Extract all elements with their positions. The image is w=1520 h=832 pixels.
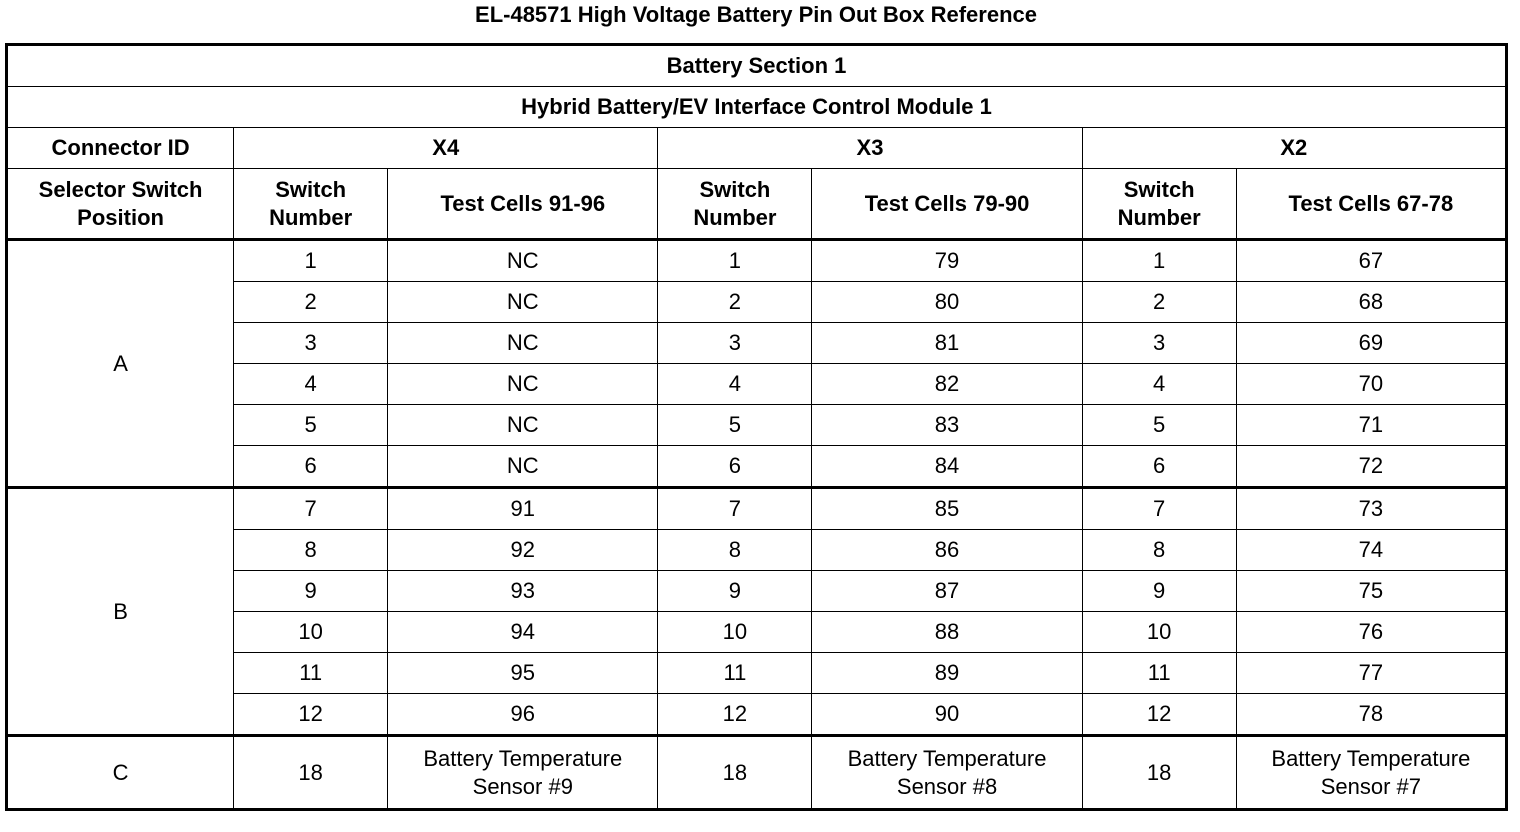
x4-test-cell: NC <box>388 323 658 364</box>
x4-test-cell: NC <box>388 282 658 323</box>
pinout-table <box>5 43 1508 811</box>
x3-switch-number: 2 <box>658 282 812 323</box>
x4-test-cell: 91 <box>388 488 658 530</box>
x4-switch-number: 3 <box>234 323 388 364</box>
x3-test-cell: Battery Temperature Sensor #8 <box>812 736 1082 810</box>
x4-test-cell: Battery Temperature Sensor #9 <box>388 736 658 810</box>
x2-switch-number: 8 <box>1082 530 1236 571</box>
x4-switch-number-header: Switch Number <box>234 169 388 240</box>
x3-switch-number: 9 <box>658 571 812 612</box>
x4-switch-number: 4 <box>234 364 388 405</box>
x2-test-cell: 77 <box>1236 653 1506 694</box>
x2-test-cell: 70 <box>1236 364 1506 405</box>
x4-switch-number: 11 <box>234 653 388 694</box>
x3-switch-number: 12 <box>658 694 812 736</box>
x4-switch-number: 6 <box>234 446 388 488</box>
x4-test-cell: 95 <box>388 653 658 694</box>
x3-test-cell: 88 <box>812 612 1082 653</box>
battery-section-header: Battery Section 1 <box>7 45 1507 87</box>
table-row <box>7 736 1507 810</box>
x3-test-cell: 86 <box>812 530 1082 571</box>
x2-test-cell: 72 <box>1236 446 1506 488</box>
x3-test-cell: 79 <box>812 240 1082 282</box>
x3-test-cell: 85 <box>812 488 1082 530</box>
table-row <box>7 488 1507 530</box>
x2-test-cells-header: Test Cells 67-78 <box>1236 169 1506 240</box>
x2-switch-number: 9 <box>1082 571 1236 612</box>
x2-test-cell: 71 <box>1236 405 1506 446</box>
x4-switch-number: 12 <box>234 694 388 736</box>
x3-switch-number: 11 <box>658 653 812 694</box>
x4-test-cell: NC <box>388 240 658 282</box>
selector-position-a: A <box>7 240 234 488</box>
table-row <box>7 240 1507 282</box>
x3-test-cell: 80 <box>812 282 1082 323</box>
x2-switch-number: 2 <box>1082 282 1236 323</box>
x3-switch-number-header: Switch Number <box>658 169 812 240</box>
x3-switch-number: 3 <box>658 323 812 364</box>
x4-test-cells-header: Test Cells 91-96 <box>388 169 658 240</box>
x4-switch-number: 18 <box>234 736 388 810</box>
x2-switch-number: 3 <box>1082 323 1236 364</box>
selector-position-c: C <box>7 736 234 810</box>
x3-test-cell: 82 <box>812 364 1082 405</box>
x3-switch-number: 1 <box>658 240 812 282</box>
selector-switch-position-header: Selector Switch Position <box>7 169 234 240</box>
x2-switch-number: 5 <box>1082 405 1236 446</box>
x4-switch-number: 2 <box>234 282 388 323</box>
x4-switch-number: 10 <box>234 612 388 653</box>
x2-switch-number: 18 <box>1082 736 1236 810</box>
x4-switch-number: 1 <box>234 240 388 282</box>
x2-switch-number: 10 <box>1082 612 1236 653</box>
x4-switch-number: 9 <box>234 571 388 612</box>
x3-test-cell: 81 <box>812 323 1082 364</box>
x2-test-cell: 76 <box>1236 612 1506 653</box>
x2-test-cell: 67 <box>1236 240 1506 282</box>
x4-test-cell: NC <box>388 405 658 446</box>
x4-switch-number: 5 <box>234 405 388 446</box>
x4-test-cell: NC <box>388 446 658 488</box>
x4-test-cell: 92 <box>388 530 658 571</box>
x2-test-cell: 75 <box>1236 571 1506 612</box>
x3-switch-number: 4 <box>658 364 812 405</box>
x4-test-cell: 96 <box>388 694 658 736</box>
x3-test-cell: 83 <box>812 405 1082 446</box>
x2-switch-number: 4 <box>1082 364 1236 405</box>
x3-switch-number: 8 <box>658 530 812 571</box>
x3-test-cell: 89 <box>812 653 1082 694</box>
connector-x2-header: X2 <box>1082 128 1506 169</box>
x3-switch-number: 5 <box>658 405 812 446</box>
x3-switch-number: 6 <box>658 446 812 488</box>
x2-switch-number: 11 <box>1082 653 1236 694</box>
x4-switch-number: 8 <box>234 530 388 571</box>
x2-test-cell: 69 <box>1236 323 1506 364</box>
x4-test-cell: NC <box>388 364 658 405</box>
connector-x3-header: X3 <box>658 128 1082 169</box>
connector-id-header: Connector ID <box>7 128 234 169</box>
module-header: Hybrid Battery/EV Interface Control Module 1 <box>7 87 1507 128</box>
x4-switch-number: 7 <box>234 488 388 530</box>
x2-switch-number: 1 <box>1082 240 1236 282</box>
x4-test-cell: 94 <box>388 612 658 653</box>
x3-test-cell: 87 <box>812 571 1082 612</box>
selector-position-b: B <box>7 488 234 736</box>
x2-test-cell: 68 <box>1236 282 1506 323</box>
x2-test-cell: 74 <box>1236 530 1506 571</box>
x2-switch-number-header: Switch Number <box>1082 169 1236 240</box>
x3-test-cells-header: Test Cells 79-90 <box>812 169 1082 240</box>
x2-switch-number: 7 <box>1082 488 1236 530</box>
x3-switch-number: 18 <box>658 736 812 810</box>
x3-test-cell: 84 <box>812 446 1082 488</box>
x3-switch-number: 10 <box>658 612 812 653</box>
document-title: EL-48571 High Voltage Battery Pin Out Box Reference <box>475 2 1037 27</box>
x2-switch-number: 6 <box>1082 446 1236 488</box>
x2-test-cell: Battery Temperature Sensor #7 <box>1236 736 1506 810</box>
x3-test-cell: 90 <box>812 694 1082 736</box>
x3-switch-number: 7 <box>658 488 812 530</box>
x4-test-cell: 93 <box>388 571 658 612</box>
x2-test-cell: 73 <box>1236 488 1506 530</box>
x2-switch-number: 12 <box>1082 694 1236 736</box>
x2-test-cell: 78 <box>1236 694 1506 736</box>
connector-x4-header: X4 <box>234 128 658 169</box>
